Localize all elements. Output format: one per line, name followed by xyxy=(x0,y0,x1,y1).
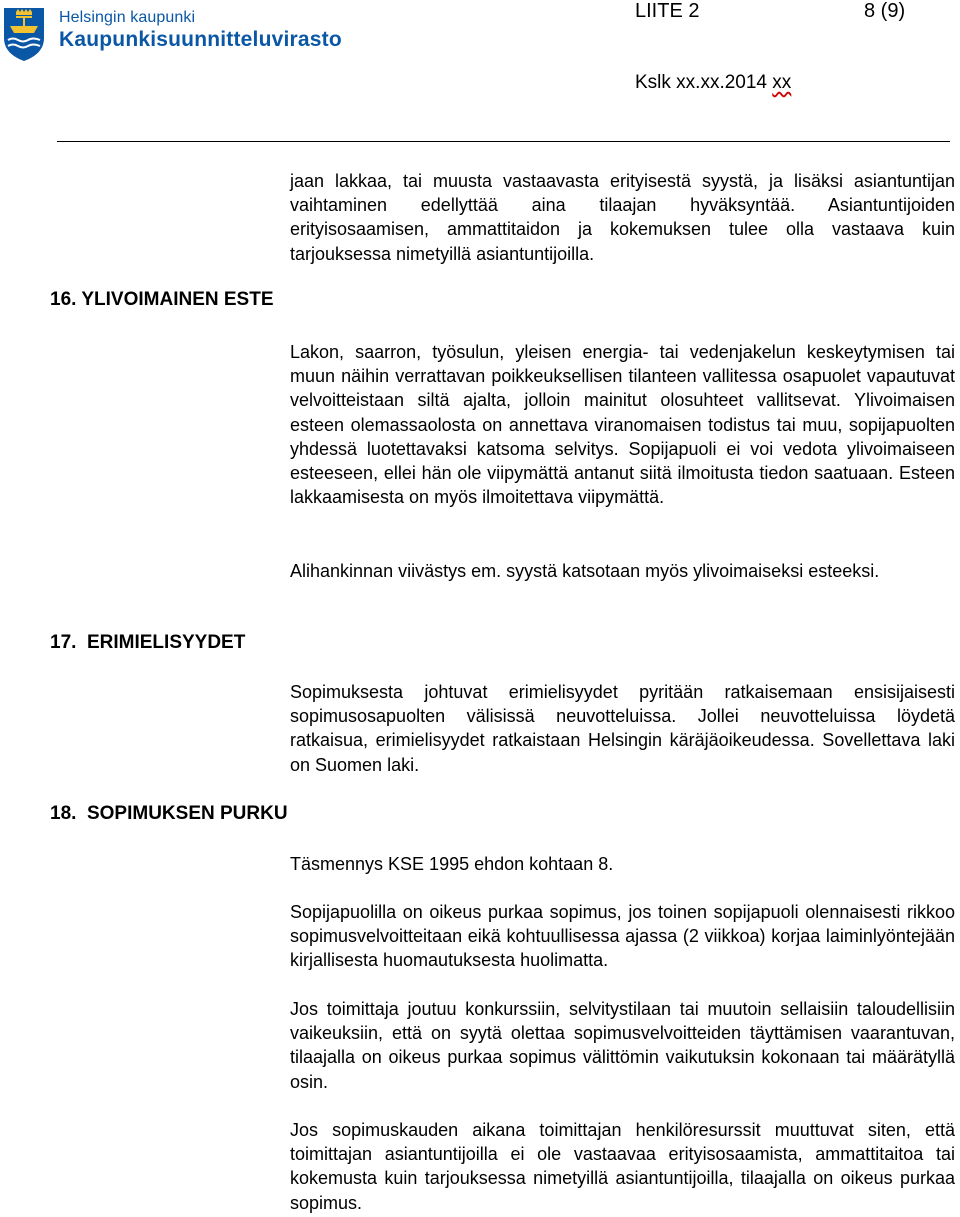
paragraph-continuation: jaan lakkaa, tai muusta vastaavasta erityisestä syystä, ja lisäksi asiantuntijan vaihtaminen edellyttää aina tilaajan hyväksyntää. Asiantuntijoiden erityisosaamisen, ammattitaidon ja kokemuksen tulee olla vastaava kuin tarjouksessa nimetyillä asiantuntijoilla. xyxy=(290,171,955,264)
page-header xyxy=(0,0,960,150)
paragraph-disputes: Sopimuksesta johtuvat erimielisyydet pyritään ratkaisemaan ensisijaisesti sopimusosapuolten välisissä neuvotteluissa. Jollei neuvotteluissa löydetä ratkaisua, erimielisyydet ratkaistaan Helsingin käräjäoikeudessa. Sovellettava laki on Suomen laki. xyxy=(290,682,955,775)
section-title: YLIVOIMAINEN ESTE xyxy=(81,289,274,310)
reference-date: Kslk xx.xx.2014 xyxy=(635,72,773,93)
paragraph-termination-bankruptcy: Jos toimittaja joutuu konkurssiin, selvitystilaan tai muutoin sellaisiin taloudellisiin vaikeuksiin, että on syytä olettaa sopimusvelvoitteiden täyttämisen vaarantuvan, tilaajalla on oikeus purkaa sopimus välittömin vaikutuksin kokonaan tai määrätyllä osin. xyxy=(290,999,955,1092)
org-name-department: Kaupunkisuunnitteluvirasto xyxy=(59,28,342,51)
paragraph-clarification: Täsmennys KSE 1995 ehdon kohtaan 8. xyxy=(290,854,614,874)
section-number: 18. xyxy=(50,803,77,824)
section-heading-16 xyxy=(50,289,274,311)
reference-number: xx xyxy=(772,72,792,93)
section-title: ERIMIELISYYDET xyxy=(86,632,246,653)
section-number: 17. xyxy=(50,632,77,653)
section-title: SOPIMUKSEN PURKU xyxy=(86,803,288,824)
attachment-label: LIITE 2 xyxy=(635,0,700,22)
section-heading-18 xyxy=(50,803,288,825)
paragraph-termination-breach: Sopijapuolilla on oikeus purkaa sopimus, jos toinen sopijapuoli olennaisesti rikkoo sopimusvelvoitteitaan eikä kohtuullisessa ajassa (2 viikkoa) korjaa laiminlyöntejään kirjallisesta huomautuksesta huolimatta. xyxy=(290,902,955,971)
section-number: 16. xyxy=(50,289,77,310)
paragraph-subcontracting: Alihankinnan viivästys em. syystä katsotaan myös ylivoimaiseksi esteeksi. xyxy=(290,561,880,581)
paragraph-termination-resources: Jos sopimuskauden aikana toimittajan henkilöresurssit muuttuvat siten, että toimittajan asiantuntijoilla ei ole vastaavaa erityisosaamista, ammattitaitoa tai kokemusta kuin tarjouksessa nimetyillä asiantuntijoilla, tilaajalla on oikeus purkaa sopimus. xyxy=(290,1120,955,1213)
org-name-city: Helsingin kaupunki xyxy=(59,9,196,26)
paragraph-force-majeure: Lakon, saarron, työsulun, yleisen energia- tai vedenjakelun keskeytymisen tai muun näihin verrattavan poikkeuksellisen tilanteen vallitessa osapuolet vapautuvat velvoitteistaan siltä ajalta, jolloin mainitut olosuhteet vallitsevat. Ylivoimaisen esteen olemassaolosta on annettava viranomaisen todistus tai muu, sopijapuolten yhdessä luotettavaksi katsoma selvitys. Sopijapuoli ei voi vedota ylivoimaiseen esteeseen, ellei hän ole viipymättä antanut siitä ilmoitusta tiedon saatuaan. Esteen lakkaamisesta on myös ilmoitettava viipymättä. xyxy=(290,342,955,508)
document-reference xyxy=(635,72,791,94)
section-heading-17 xyxy=(50,632,245,654)
helsinki-crest-icon xyxy=(2,6,46,62)
header-divider xyxy=(57,141,950,142)
page-number: 8 (9) xyxy=(864,0,906,22)
